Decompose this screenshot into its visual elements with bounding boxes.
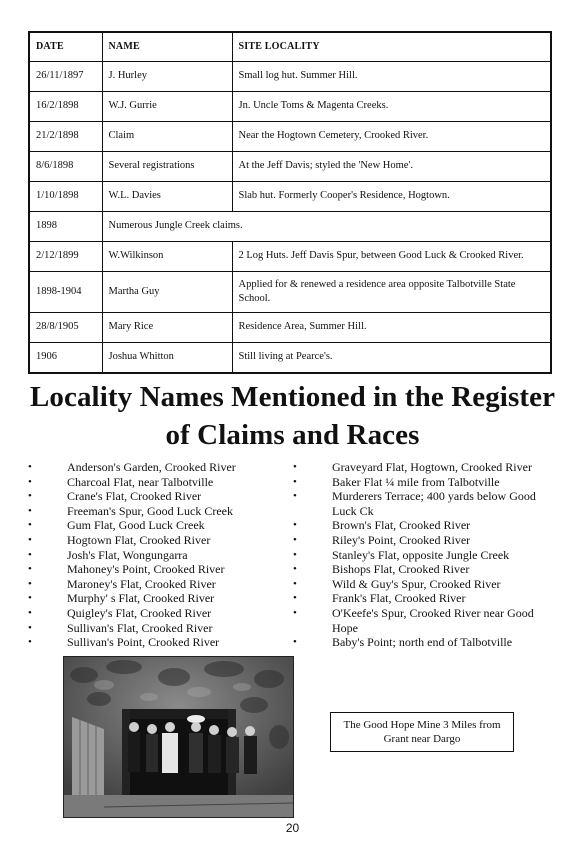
table-row (29, 242, 551, 272)
bullet-icon: • (28, 592, 32, 605)
locality-name: Anderson's Garden, Crooked River (67, 460, 236, 474)
locality-name: Crane's Flat, Crooked River (67, 489, 202, 504)
bullet-icon: • (28, 636, 32, 649)
locality-item (293, 591, 558, 606)
locality-name: Murderers Terrace; 400 yards below Good Luck Ck (332, 489, 536, 518)
photo-caption: The Good Hope Mine 3 Miles from Grant near Dargo (330, 712, 514, 752)
locality-item (28, 460, 288, 475)
bullet-icon: • (293, 490, 297, 503)
name-cell: Mary Rice (102, 313, 232, 343)
bullet-icon: • (293, 461, 297, 473)
name-cell: Several registrations (102, 152, 232, 182)
locality-item (28, 562, 288, 577)
name-cell: W.Wilkinson (102, 242, 232, 272)
table-row (29, 313, 551, 343)
locality-item (293, 577, 558, 592)
locality-name: Bishops Flat, Crooked River (332, 562, 470, 577)
locality-item (293, 518, 558, 533)
page-number: 20 (285, 821, 300, 835)
heading-line-1: Locality Names Mentioned in the Register (29, 381, 556, 413)
bullet-icon: • (293, 519, 297, 532)
bullet-icon: • (28, 461, 32, 473)
bullet-icon: • (28, 504, 32, 517)
bullet-icon: • (28, 577, 32, 590)
locality-name: Baker Flat ¼ mile from Talbotville (332, 474, 500, 489)
locality-name: Hogtown Flat, Crooked River (67, 532, 211, 547)
date-cell: 21/2/1898 (29, 122, 102, 152)
locality-name: O'Keefe's Spur, Crooked River near Good Hope (332, 605, 534, 635)
locality-cell: Jn. Uncle Toms & Magenta Creeks. (232, 92, 551, 122)
locality-name: Charcoal Flat, near Talbotville (67, 474, 214, 489)
date-cell: 28/8/1905 (29, 313, 102, 343)
bullet-icon: • (28, 490, 32, 503)
locality-item (293, 635, 558, 650)
name-cell: Claim (102, 122, 232, 152)
bullet-icon: • (28, 606, 32, 619)
bullet-icon: • (293, 533, 297, 546)
bullet-icon: • (293, 548, 297, 561)
mine-photograph (63, 656, 294, 818)
column-header-site-locality: SITE LOCALITY (232, 32, 551, 62)
locality-name: Wild & Guy's Spur, Crooked River (332, 576, 501, 591)
locality-name: Mahoney's Point, Crooked River (67, 562, 225, 577)
name-cell: W.J. Gurrie (102, 92, 232, 122)
name-cell: Joshua Whitton (102, 343, 232, 374)
date-cell: 1898-1904 (29, 272, 102, 313)
locality-name: Graveyard Flat, Hogtown, Crooked River (332, 460, 532, 474)
table-row (29, 152, 551, 182)
locality-name: Josh's Flat, Wongungarra (67, 547, 188, 562)
locality-cell: Applied for & renewed a residence area opposite Talbotville State School. (232, 272, 551, 313)
locality-name: Murphy' s Flat, Crooked River (67, 591, 215, 606)
locality-item (28, 606, 288, 621)
bullet-icon: • (28, 519, 32, 532)
date-cell: 1898 (29, 212, 102, 242)
table-row (29, 62, 551, 92)
bullet-icon: • (293, 577, 297, 590)
locality-name: Baby's Point; north end of Talbotville (332, 635, 513, 650)
locality-item (28, 504, 288, 519)
date-cell: 26/11/1897 (29, 62, 102, 92)
bullet-icon: • (28, 548, 32, 561)
locality-item (293, 606, 558, 635)
locality-item (28, 475, 288, 490)
locality-cell: Near the Hogtown Cemetery, Crooked River. (232, 122, 551, 152)
bullet-icon: • (293, 475, 297, 488)
locality-name: Riley's Point, Crooked River (332, 532, 471, 547)
table-row (29, 272, 551, 313)
locality-name: Maroney's Flat, Crooked River (67, 576, 216, 591)
locality-item (28, 518, 288, 533)
locality-item (28, 621, 288, 636)
locality-item (28, 635, 288, 650)
locality-item (28, 577, 288, 592)
date-cell: 16/2/1898 (29, 92, 102, 122)
table-row (29, 212, 551, 242)
locality-cell: At the Jeff Davis; styled the 'New Home'. (232, 152, 551, 182)
locality-cell: Still living at Pearce's. (232, 343, 551, 374)
date-cell: 2/12/1899 (29, 242, 102, 272)
locality-item (28, 533, 288, 548)
name-cell: J. Hurley (102, 62, 232, 92)
column-header-date: DATE (29, 32, 102, 62)
locality-item (28, 591, 288, 606)
locality-name: Gum Flat, Good Luck Creek (67, 518, 205, 533)
locality-item (293, 475, 558, 490)
bullet-icon: • (293, 636, 297, 649)
locality-name: Brown's Flat, Crooked River (332, 518, 471, 533)
good-hope-mine-image (64, 657, 293, 817)
locality-cell: Slab hut. Formerly Cooper's Residence, Hogtown. (232, 182, 551, 212)
locality-list-right (293, 460, 558, 650)
locality-item (293, 548, 558, 563)
table-row (29, 182, 551, 212)
locality-name: Frank's Flat, Crooked River (332, 591, 466, 606)
bullet-icon: • (293, 563, 297, 576)
section-heading (20, 378, 565, 454)
merged-cell: Numerous Jungle Creek claims. (102, 212, 551, 242)
locality-name: Sullivan's Point, Crooked River (67, 635, 220, 650)
locality-item (28, 548, 288, 563)
name-cell: W.L. Davies (102, 182, 232, 212)
locality-cell: Residence Area, Summer Hill. (232, 313, 551, 343)
table-header-row (29, 32, 551, 62)
bullet-icon: • (28, 475, 32, 488)
locality-name: Quigley's Flat, Crooked River (67, 605, 212, 620)
locality-item (293, 562, 558, 577)
bullet-icon: • (293, 592, 297, 605)
locality-cell: Small log hut. Summer Hill. (232, 62, 551, 92)
table-row (29, 92, 551, 122)
table-row (29, 122, 551, 152)
table-row (29, 343, 551, 374)
date-cell: 8/6/1898 (29, 152, 102, 182)
claims-register-table (28, 31, 552, 374)
locality-name: Sullivan's Flat, Crooked River (67, 620, 213, 635)
locality-item (293, 460, 558, 475)
locality-item (293, 489, 558, 518)
date-cell: 1/10/1898 (29, 182, 102, 212)
column-header-name: NAME (102, 32, 232, 62)
name-cell: Martha Guy (102, 272, 232, 313)
bullet-icon: • (28, 621, 32, 634)
heading-line-2: of Claims and Races (165, 419, 420, 451)
locality-cell: 2 Log Huts. Jeff Davis Spur, between Good Luck & Crooked River. (232, 242, 551, 272)
locality-name: Freeman's Spur, Good Luck Creek (67, 503, 233, 518)
locality-item (28, 489, 288, 504)
bullet-icon: • (293, 606, 297, 619)
date-cell: 1906 (29, 343, 102, 374)
bullet-icon: • (28, 563, 32, 576)
locality-list-left (28, 460, 288, 650)
bullet-icon: • (28, 533, 32, 546)
locality-item (293, 533, 558, 548)
locality-name: Stanley's Flat, opposite Jungle Creek (332, 547, 510, 562)
